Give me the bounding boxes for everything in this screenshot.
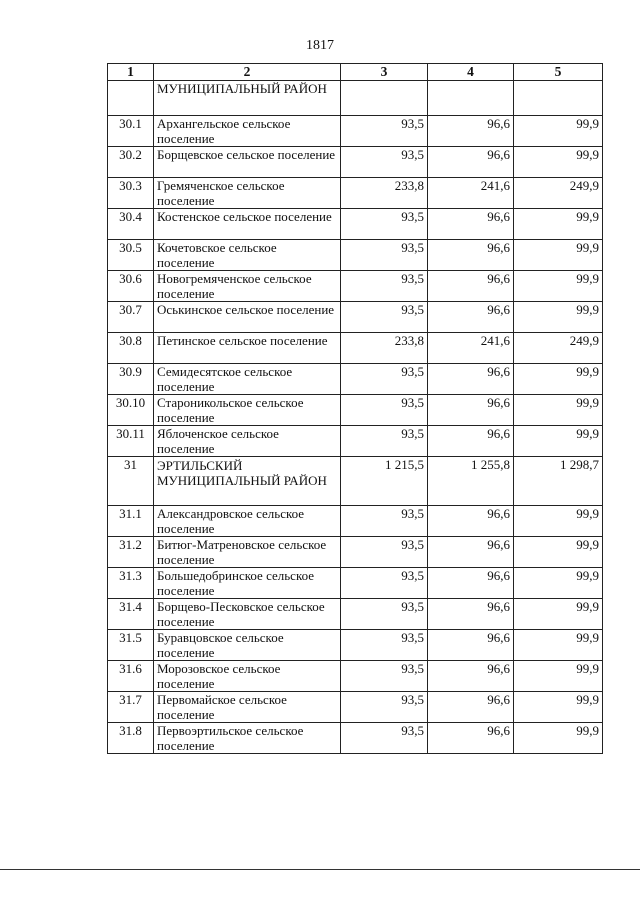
- value-col5-cell: [514, 81, 603, 116]
- row-name-cell: Битюг-Матреновское сельское поселение: [154, 537, 341, 568]
- value-col5-cell: 99,9: [514, 116, 603, 147]
- column-header: 3: [341, 64, 428, 81]
- table-row: [108, 240, 603, 271]
- page-bottom-rule: [0, 869, 640, 870]
- row-number-cell: 31.7: [108, 692, 154, 723]
- value-col3-cell: 93,5: [341, 692, 428, 723]
- row-number-cell: 30.8: [108, 333, 154, 364]
- budget-table: [107, 63, 603, 754]
- row-name-cell: Первоэртильское сельское поселение: [154, 723, 341, 754]
- row-number-cell: 31: [108, 457, 154, 506]
- value-col5-cell: 99,9: [514, 568, 603, 599]
- row-number-cell: 31.1: [108, 506, 154, 537]
- column-header: 5: [514, 64, 603, 81]
- value-col4-cell: 96,6: [428, 661, 514, 692]
- value-col4-cell: 96,6: [428, 147, 514, 178]
- value-col3-cell: 93,5: [341, 630, 428, 661]
- table-row: [108, 209, 603, 240]
- value-col4-cell: 96,6: [428, 116, 514, 147]
- row-number-cell: 31.4: [108, 599, 154, 630]
- row-number-cell: 31.2: [108, 537, 154, 568]
- value-col4-cell: 96,6: [428, 630, 514, 661]
- value-col4-cell: 96,6: [428, 537, 514, 568]
- value-col5-cell: 99,9: [514, 630, 603, 661]
- table-row: [108, 302, 603, 333]
- value-col4-cell: 96,6: [428, 395, 514, 426]
- table-row: [108, 178, 603, 209]
- value-col3-cell: 233,8: [341, 178, 428, 209]
- row-number-cell: 31.5: [108, 630, 154, 661]
- value-col3-cell: 93,5: [341, 426, 428, 457]
- row-number-cell: [108, 81, 154, 116]
- row-name-cell: Семидесятское сельское поселение: [154, 364, 341, 395]
- value-col3-cell: 93,5: [341, 302, 428, 333]
- row-name-cell: Борщевское сельское поселение: [154, 147, 341, 178]
- row-name-cell: Костенское сельское поселение: [154, 209, 341, 240]
- value-col4-cell: 96,6: [428, 364, 514, 395]
- value-col5-cell: 99,9: [514, 723, 603, 754]
- value-col4-cell: 96,6: [428, 271, 514, 302]
- table-row: [108, 364, 603, 395]
- table-row: [108, 723, 603, 754]
- value-col5-cell: 1 298,7: [514, 457, 603, 506]
- row-number-cell: 31.3: [108, 568, 154, 599]
- value-col3-cell: 93,5: [341, 599, 428, 630]
- page-number: 1817: [306, 38, 334, 53]
- table-row: [108, 537, 603, 568]
- row-name-cell: Буравцовское сельское поселение: [154, 630, 341, 661]
- table-row: [108, 426, 603, 457]
- table-row: [108, 568, 603, 599]
- row-name-cell: Староникольское сельское поселение: [154, 395, 341, 426]
- row-name-cell: Первомайское сельское поселение: [154, 692, 341, 723]
- row-number-cell: 30.3: [108, 178, 154, 209]
- value-col4-cell: 96,6: [428, 426, 514, 457]
- value-col3-cell: 93,5: [341, 395, 428, 426]
- value-col5-cell: 99,9: [514, 395, 603, 426]
- value-col3-cell: 93,5: [341, 537, 428, 568]
- row-number-cell: 30.10: [108, 395, 154, 426]
- value-col5-cell: 249,9: [514, 333, 603, 364]
- value-col3-cell: 93,5: [341, 147, 428, 178]
- table-row: [108, 271, 603, 302]
- value-col3-cell: 233,8: [341, 333, 428, 364]
- table-row: [108, 81, 603, 116]
- value-col5-cell: 99,9: [514, 271, 603, 302]
- row-name-cell: Новогремяченское сельское поселение: [154, 271, 341, 302]
- row-number-cell: 31.6: [108, 661, 154, 692]
- value-col3-cell: 93,5: [341, 209, 428, 240]
- value-col5-cell: 99,9: [514, 599, 603, 630]
- table-row: [108, 116, 603, 147]
- row-number-cell: 30.5: [108, 240, 154, 271]
- row-number-cell: 30.6: [108, 271, 154, 302]
- row-name-cell: Большедобринское сельское поселение: [154, 568, 341, 599]
- value-col4-cell: [428, 81, 514, 116]
- value-col4-cell: 96,6: [428, 302, 514, 333]
- value-col5-cell: 99,9: [514, 426, 603, 457]
- table-body: [108, 81, 603, 754]
- table-row: [108, 661, 603, 692]
- value-col5-cell: 99,9: [514, 506, 603, 537]
- value-col3-cell: 93,5: [341, 661, 428, 692]
- row-name-cell: Александровское сельское поселение: [154, 506, 341, 537]
- row-name-cell: Борщево-Песковское сельское поселение: [154, 599, 341, 630]
- row-name-cell: МУНИЦИПАЛЬНЫЙ РАЙОН: [154, 81, 341, 116]
- row-number-cell: 30.11: [108, 426, 154, 457]
- value-col5-cell: 99,9: [514, 209, 603, 240]
- row-name-cell: Оськинское сельское поселение: [154, 302, 341, 333]
- value-col5-cell: 99,9: [514, 240, 603, 271]
- value-col3-cell: 93,5: [341, 364, 428, 395]
- table-row: [108, 692, 603, 723]
- value-col5-cell: 99,9: [514, 692, 603, 723]
- value-col4-cell: 96,6: [428, 506, 514, 537]
- table-row: [108, 457, 603, 506]
- value-col5-cell: 99,9: [514, 302, 603, 333]
- row-name-cell: Архангельское сельское поселение: [154, 116, 341, 147]
- row-name-cell: Гремяченское сельское поселение: [154, 178, 341, 209]
- table-row: [108, 506, 603, 537]
- row-number-cell: 30.2: [108, 147, 154, 178]
- value-col3-cell: [341, 81, 428, 116]
- row-name-cell: Яблоченское сельское поселение: [154, 426, 341, 457]
- column-header: 2: [154, 64, 341, 81]
- row-number-cell: 30.9: [108, 364, 154, 395]
- table-header-row: [108, 64, 603, 81]
- value-col5-cell: 99,9: [514, 537, 603, 568]
- value-col4-cell: 96,6: [428, 692, 514, 723]
- table-row: [108, 630, 603, 661]
- value-col3-cell: 93,5: [341, 240, 428, 271]
- row-name-cell: ЭРТИЛЬСКИЙ МУНИЦИПАЛЬНЫЙ РАЙОН: [154, 457, 341, 506]
- value-col4-cell: 96,6: [428, 209, 514, 240]
- value-col5-cell: 249,9: [514, 178, 603, 209]
- value-col3-cell: 93,5: [341, 723, 428, 754]
- row-name-cell: Морозовское сельское поселение: [154, 661, 341, 692]
- value-col4-cell: 241,6: [428, 178, 514, 209]
- value-col4-cell: 96,6: [428, 599, 514, 630]
- column-header: 4: [428, 64, 514, 81]
- value-col3-cell: 93,5: [341, 568, 428, 599]
- row-name-cell: Петинское сельское поселение: [154, 333, 341, 364]
- row-number-cell: 30.4: [108, 209, 154, 240]
- value-col3-cell: 93,5: [341, 271, 428, 302]
- row-number-cell: 30.1: [108, 116, 154, 147]
- table-row: [108, 147, 603, 178]
- value-col5-cell: 99,9: [514, 147, 603, 178]
- value-col5-cell: 99,9: [514, 364, 603, 395]
- value-col4-cell: 96,6: [428, 568, 514, 599]
- row-name-cell: Кочетовское сельское поселение: [154, 240, 341, 271]
- table-row: [108, 599, 603, 630]
- value-col4-cell: 241,6: [428, 333, 514, 364]
- value-col4-cell: 96,6: [428, 240, 514, 271]
- table-row: [108, 333, 603, 364]
- value-col3-cell: 93,5: [341, 116, 428, 147]
- table-row: [108, 395, 603, 426]
- value-col4-cell: 1 255,8: [428, 457, 514, 506]
- row-number-cell: 31.8: [108, 723, 154, 754]
- column-header: 1: [108, 64, 154, 81]
- value-col3-cell: 93,5: [341, 506, 428, 537]
- row-number-cell: 30.7: [108, 302, 154, 333]
- value-col3-cell: 1 215,5: [341, 457, 428, 506]
- value-col4-cell: 96,6: [428, 723, 514, 754]
- value-col5-cell: 99,9: [514, 661, 603, 692]
